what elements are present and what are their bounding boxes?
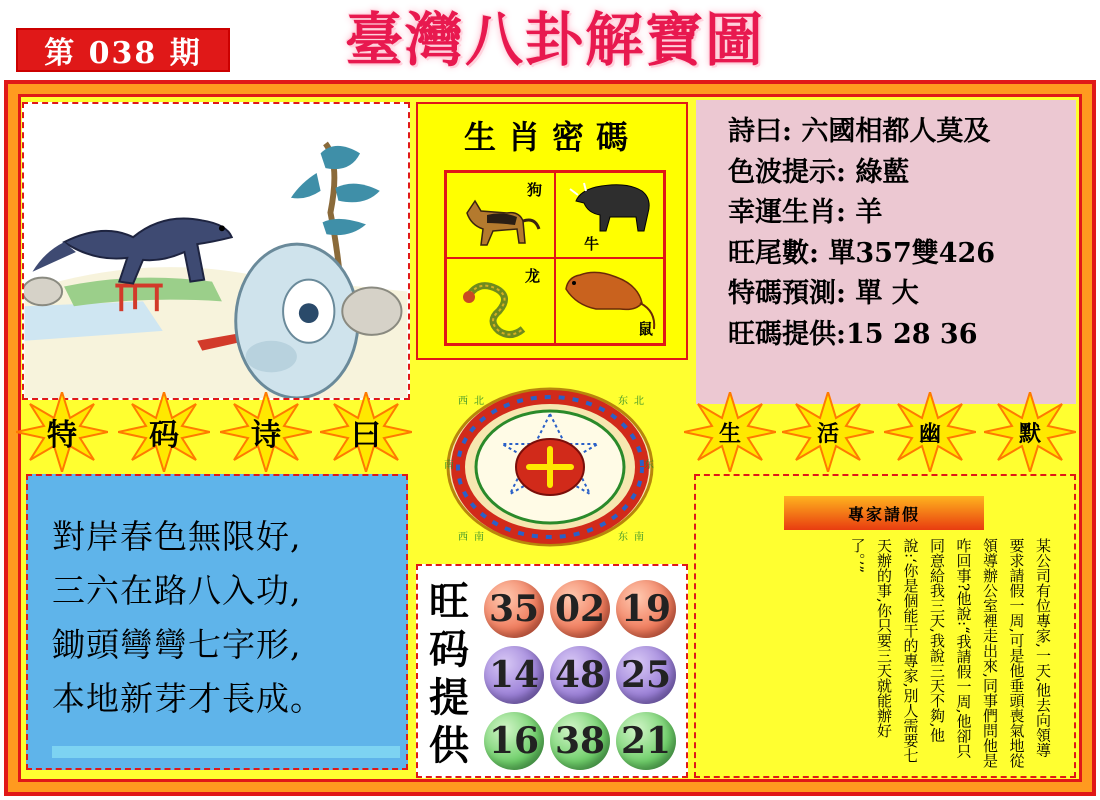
bagua-label: 南 — [474, 532, 484, 543]
number-ball: 14 — [484, 646, 544, 704]
poem-hint: 詩曰: 六國相都人莫及 — [728, 116, 991, 147]
label-char: 提 — [429, 674, 469, 721]
star-char: 诗 — [251, 418, 281, 453]
label-char: 旺 — [429, 578, 469, 625]
bagua-label: 东 — [644, 460, 654, 471]
bagua-label: 西 — [458, 532, 468, 543]
special-code-poem — [26, 474, 408, 770]
prediction-info-panel — [696, 100, 1076, 404]
poem-line: 三六在路八入功, — [52, 571, 302, 610]
zodiac-cell-dragon — [446, 258, 555, 344]
star-badge — [984, 392, 1076, 472]
number-ball: 02 — [550, 580, 610, 638]
tail-numbers: 旺尾數: 單357雙426 — [728, 237, 996, 269]
page-title: 臺灣八卦解寶圖 — [344, 6, 765, 74]
zodiac-label: 鼠 — [637, 320, 653, 338]
zodiac-cell-ox — [555, 172, 664, 258]
zodiac-code-box — [416, 102, 688, 360]
star-badge — [220, 392, 312, 472]
number-ball: 38 — [550, 712, 610, 770]
zodiac-title: 生肖密碼 — [463, 118, 640, 156]
star-char: 生 — [718, 420, 741, 447]
number-ball: 19 — [616, 580, 676, 638]
number-ball: 25 — [616, 646, 676, 704]
decorative-bar — [52, 746, 400, 758]
number-balls — [484, 580, 684, 770]
illustration-panel — [22, 102, 410, 400]
special-prediction: 特碼預測: 單 大 — [728, 278, 919, 309]
star-badge — [320, 392, 412, 472]
zodiac-label: 狗 — [526, 181, 542, 199]
zodiac-label: 龙 — [524, 267, 540, 285]
number-ball: 48 — [550, 646, 610, 704]
zodiac-cell-dog — [446, 172, 555, 258]
star-badge — [118, 392, 210, 472]
number-ball: 16 — [484, 712, 544, 770]
star-badge — [684, 392, 776, 472]
poem-line: 鋤頭彎彎七字形, — [52, 625, 302, 664]
star-char: 活 — [816, 420, 839, 447]
bagua-label: 南 — [634, 532, 644, 543]
humor-story-panel — [694, 474, 1076, 778]
bagua-diagram — [440, 384, 660, 550]
bagua-label: 北 — [634, 396, 644, 407]
lucky-zodiac: 幸運生肖: 羊 — [728, 197, 883, 228]
story-text: 某公司有位專家,一天,他去向領導要求請假一周,可是他垂頭喪氣地從領導辦公室裡走出來,同事們問他是咋回事?他說:“我請假一周,他卻只同意給我三天,我說三天不夠,他說:‘你是個能干的專家,別人需要七天辦的事,你只要三天就能辦好了。’” — [848, 538, 1052, 768]
zodiac-label: 牛 — [584, 235, 600, 253]
otter-rock-illustration — [24, 104, 408, 398]
color-hint: 色波提示: 綠藍 — [728, 156, 910, 188]
star-badge — [782, 392, 874, 472]
bagua-label: 南 — [444, 460, 454, 471]
bagua-label: 西 — [458, 396, 468, 407]
poem-line: 本地新芽才長成。 — [52, 679, 324, 718]
star-char: 码 — [149, 418, 179, 453]
number-ball: 35 — [484, 580, 544, 638]
poem-line: 對岸春色無限好, — [52, 517, 302, 556]
story-title: 專家請假 — [784, 496, 984, 530]
star-char: 曰 — [351, 418, 381, 453]
star-badge — [884, 392, 976, 472]
star-char: 默 — [1018, 420, 1041, 447]
ox-icon — [556, 173, 664, 258]
star-badge — [16, 392, 108, 472]
label-char: 码 — [429, 626, 469, 673]
lucky-numbers-panel — [416, 564, 688, 778]
zodiac-cell-rat — [555, 258, 664, 344]
label-char: 供 — [429, 722, 469, 769]
bagua-wheel — [440, 384, 660, 550]
hot-numbers: 旺碼提供:15 28 36 — [728, 318, 978, 350]
lucky-numbers-label — [424, 578, 474, 770]
issue-number: 第 038 期 — [16, 28, 230, 72]
star-char: 幽 — [918, 420, 941, 447]
bagua-label: 东 — [618, 396, 628, 407]
zodiac-grid — [444, 170, 666, 346]
bagua-label: 东 — [618, 532, 628, 543]
bagua-label: 北 — [474, 396, 484, 407]
number-ball: 21 — [616, 712, 676, 770]
star-char: 特 — [47, 418, 77, 453]
